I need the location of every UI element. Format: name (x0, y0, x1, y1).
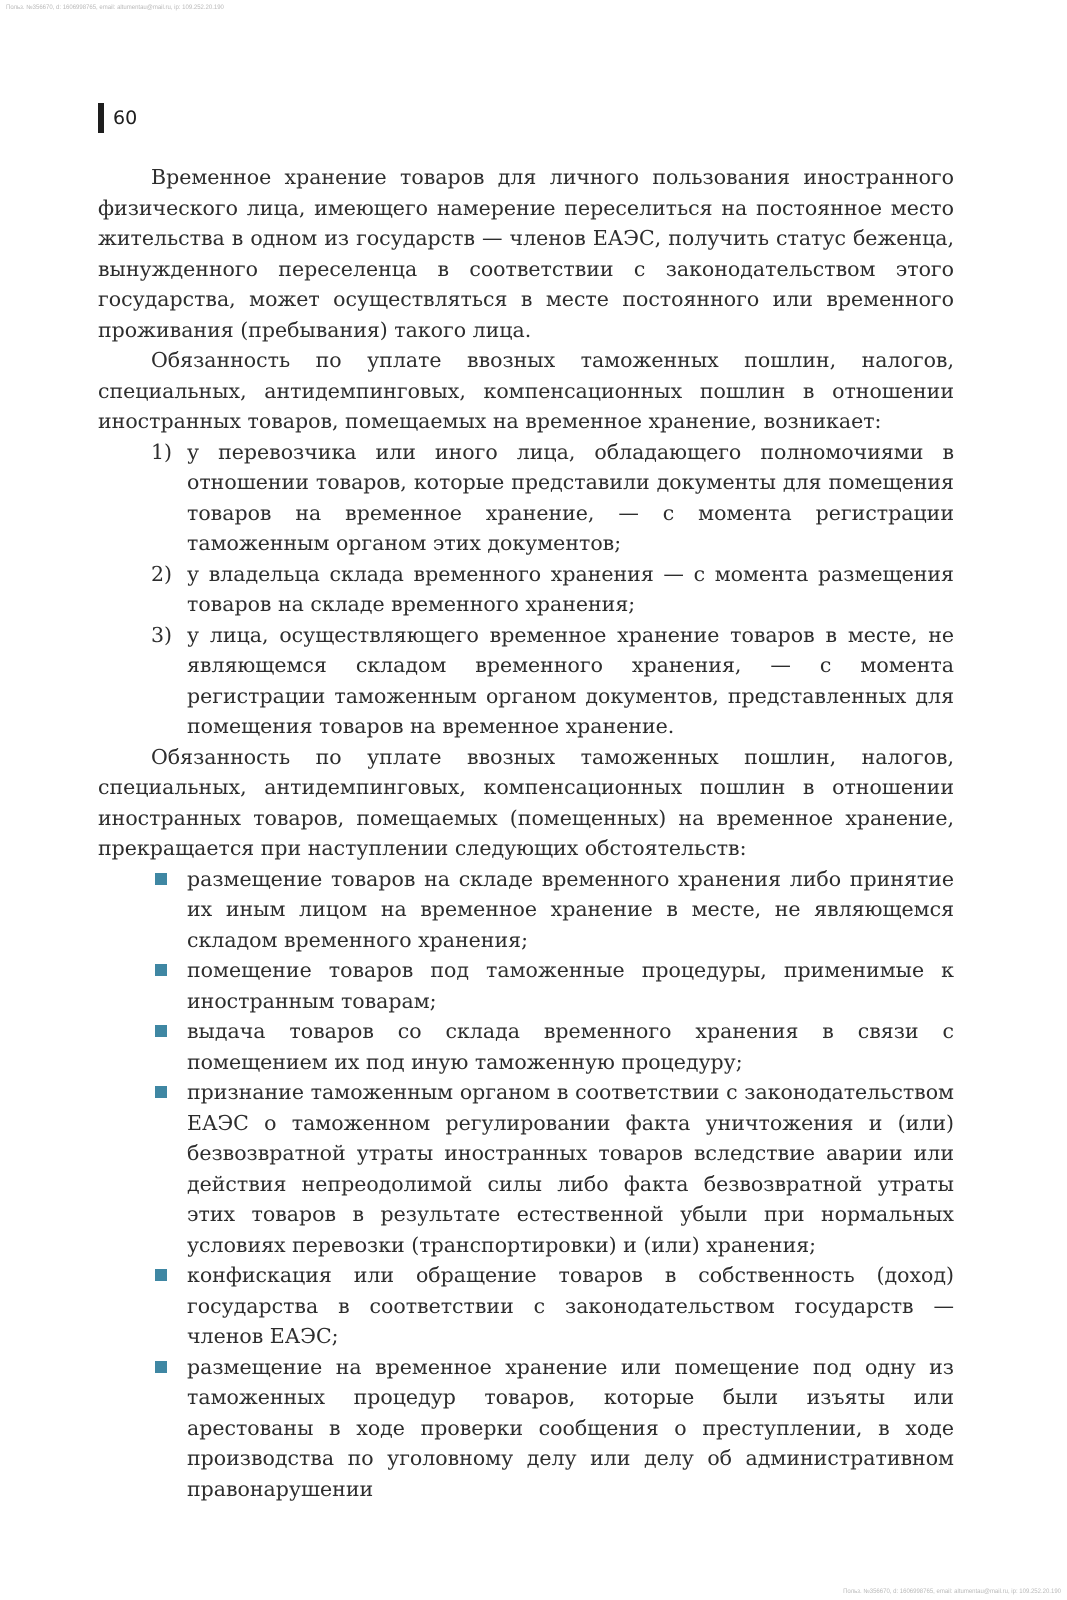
square-bullet-icon (155, 873, 167, 885)
list-item-text: помещение товаров под таможенные процедуры, применимые к иностранным товарам; (187, 958, 954, 1013)
numbered-list-item (98, 559, 954, 620)
list-number: 3) (151, 622, 173, 647)
paragraph-1: Временное хранение товаров для личного пользования иностранного физического лица, имеющего намерение переселиться на постоянное место жительства в одном из государств — членов ЕАЭС, получить статус беженца, вынужденного переселенца в соответствии с законодательством этого государства, может осуществляться в месте постоянного или временного проживания (пребывания) такого лица. (98, 165, 954, 342)
bullet-list-item (98, 955, 954, 1016)
square-bullet-icon (155, 1361, 167, 1373)
bullet-list-item (98, 864, 954, 956)
watermark-bottom: Польз. №356670, d: 1606998765, email: altumentau@mail.ru, ip: 109.252.20.190 (843, 1589, 1061, 1595)
page-number-bar (98, 103, 104, 133)
bullet-list-item (98, 1352, 954, 1505)
bullet-list (98, 864, 954, 1505)
body-text (98, 162, 954, 1504)
list-item-text: выдача товаров со склада временного хранения в связи с помещением их под иную таможенную процедуру; (187, 1019, 954, 1074)
square-bullet-icon (155, 964, 167, 976)
bullet-list-item (98, 1260, 954, 1352)
list-item-text: размещение на временное хранение или помещение под одну из таможенных процедур товаров, которые были изъяты или арестованы в ходе проверки сообщения о преступлении, в ходе производства по уголовному делу или делу об административном правонарушении (187, 1354, 954, 1501)
page-number (98, 103, 137, 133)
list-item-text: конфискация или обращение товаров в собственность (доход) государства в соответствии с законодательством государств — членов ЕАЭС; (187, 1263, 954, 1348)
list-item-text: размещение товаров на складе временного хранения либо принятие их иным лицом на временное хранение в месте, не являющемся складом временного хранения; (187, 866, 954, 952)
list-item-text: у перевозчика или иного лица, обладающего полномочиями в отношении товаров, которые представили документы для помещения товаров на временное хранение, — с момента регистрации таможенным органом этих документов; (187, 439, 954, 555)
list-item-text: у лица, осуществляющего временное хранение товаров в месте, не являющемся складом временного хранения, — с момента регистрации таможенным органом документов, представленных для помещения товаров на временное хранение. (187, 622, 954, 738)
list-item-text: признание таможенным органом в соответствии с законодательством ЕАЭС о таможенном регулировании факта уничтожения и (или) безвозвратной утраты иностранных товаров вследствие аварии или действия непреодолимой силы либо факта безвозвратной утраты этих товаров в результате естественной убыли при нормальных условиях перевозки (транспортировки) и (или) хранения; (187, 1080, 954, 1257)
square-bullet-icon (155, 1025, 167, 1037)
paragraph-3: Обязанность по уплате ввозных таможенных пошлин, налогов, специальных, антидемпинговых, компенсационных пошлин в отношении иностранных товаров, помещаемых (помещенных) на временное хранение, прекращается при наступлении следующих обстоятельств: (98, 744, 954, 860)
list-number: 1) (151, 439, 173, 464)
watermark-top: Польз. №356670, d: 1606998765, email: altumentau@mail.ru, ip: 109.252.20.190 (6, 5, 224, 11)
square-bullet-icon (155, 1269, 167, 1281)
list-item-text: у владельца склада временного хранения — с момента размещения товаров на складе временного хранения; (187, 561, 954, 616)
numbered-list-item (98, 437, 954, 559)
numbered-list-item (98, 620, 954, 742)
bullet-list-item (98, 1077, 954, 1260)
page-number-text: 60 (113, 107, 138, 129)
paragraph-2: Обязанность по уплате ввозных таможенных пошлин, налогов, специальных, антидемпинговых, компенсационных пошлин в отношении иностранных товаров, помещаемых на временное хранение, возникает: (98, 348, 954, 433)
numbered-list (98, 437, 954, 742)
list-number: 2) (151, 561, 173, 586)
square-bullet-icon (155, 1086, 167, 1098)
bullet-list-item (98, 1016, 954, 1077)
